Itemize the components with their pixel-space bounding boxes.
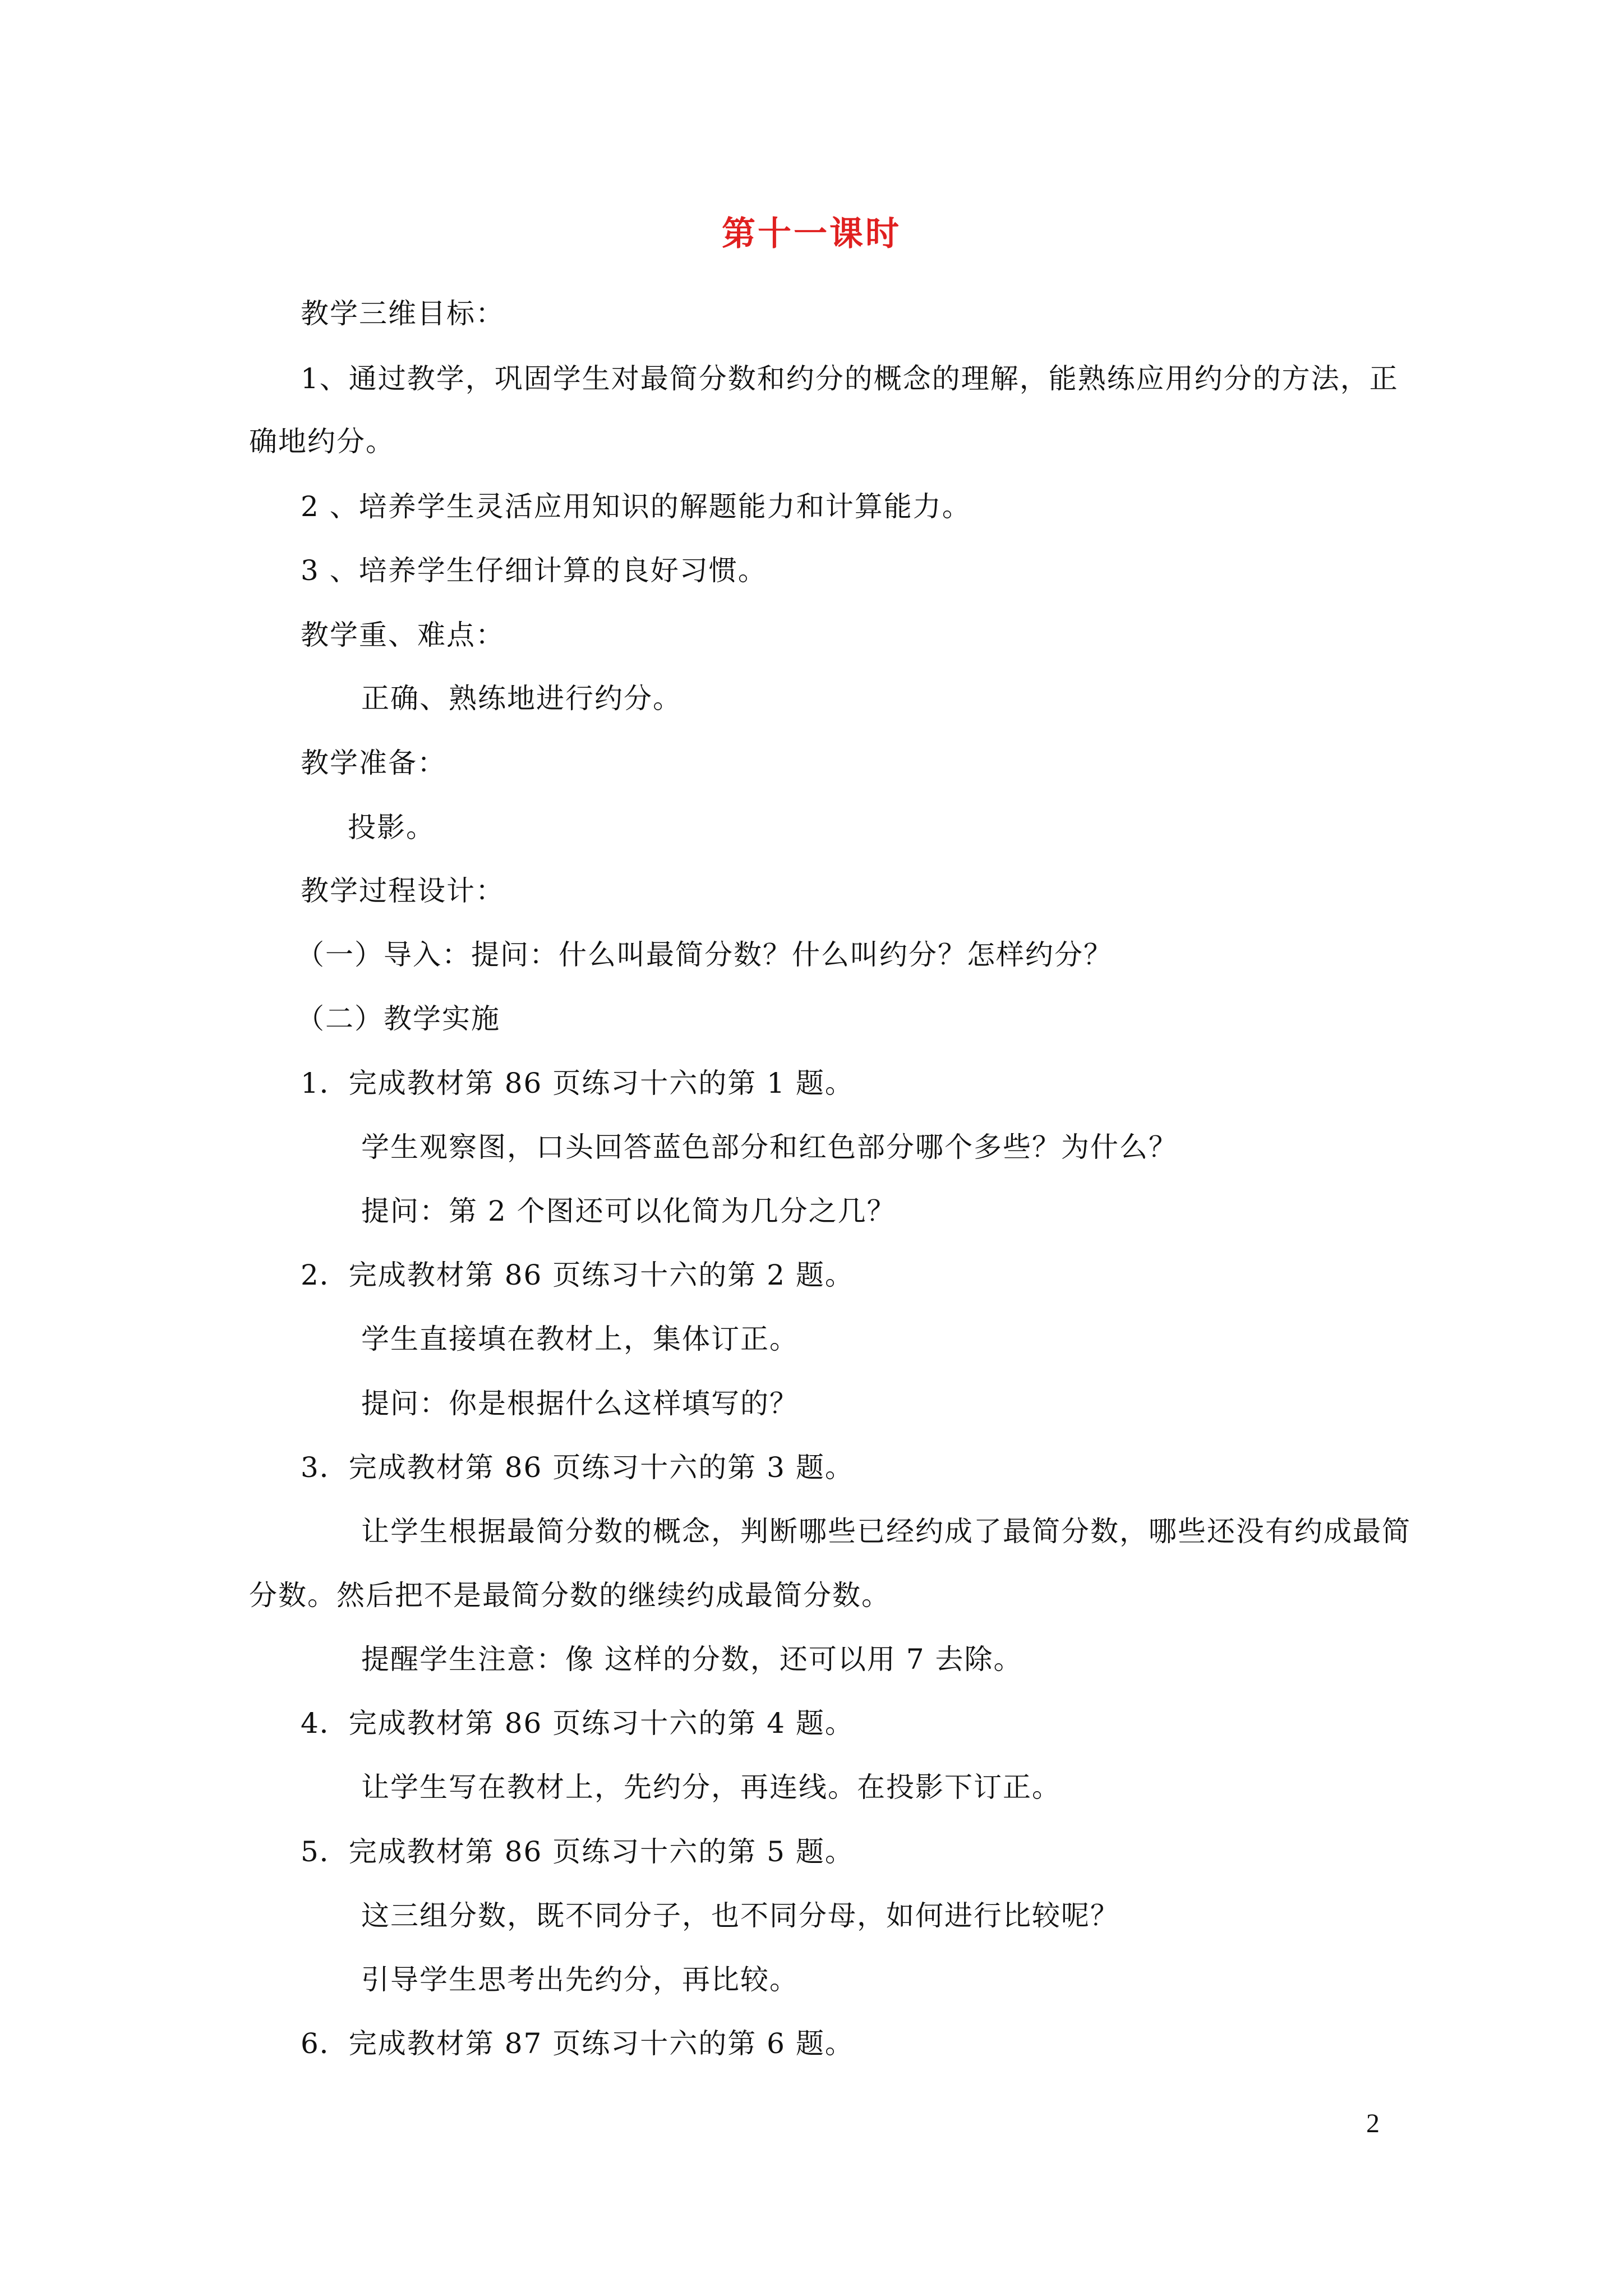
text-line: 正确、熟练地进行约分。: [361, 682, 682, 715]
page-number: 2: [1366, 2109, 1380, 2138]
text-line: 提问：第 2 个图还可以化简为几分之几？: [361, 1195, 896, 1227]
text-line: 引导学生思考出先约分，再比较。: [361, 1963, 799, 1996]
text-line: 3 、培养学生仔细计算的良好习惯。: [301, 554, 767, 587]
text-line: 3．完成教材第 86 页练习十六的第 3 题。: [301, 1451, 854, 1484]
text-line: 教学准备：: [301, 747, 446, 779]
text-line: 提醒学生注意：像 这样的分数，还可以用 7 去除。: [361, 1643, 1023, 1676]
text-line: 1、通过教学，巩固学生对最简分数和约分的概念的理解，能熟练应用约分的方法，正: [301, 362, 1399, 395]
text-line: 分数。然后把不是最简分数的继续约成最简分数。: [249, 1579, 891, 1612]
text-line: 让学生写在教材上，先约分，再连线。在投影下订正。: [361, 1771, 1061, 1803]
text-line: 2．完成教材第 86 页练习十六的第 2 题。: [301, 1259, 854, 1291]
text-line: 投影。: [348, 811, 435, 844]
text-line: 提问：你是根据什么这样填写的？: [361, 1387, 799, 1420]
text-line: （一）导入：提问：什么叫最简分数？什么叫约分？怎样约分？: [296, 938, 1113, 971]
text-line: 教学过程设计：: [301, 875, 505, 907]
text-line: 这三组分数，既不同分子，也不同分母，如何进行比较呢？: [361, 1899, 1119, 1932]
text-line: 6．完成教材第 87 页练习十六的第 6 题。: [301, 2027, 854, 2060]
text-line: 学生直接填在教材上，集体订正。: [361, 1323, 799, 1355]
text-line: 1．完成教材第 86 页练习十六的第 1 题。: [301, 1067, 854, 1099]
text-line: 4．完成教材第 86 页练习十六的第 4 题。: [301, 1707, 854, 1740]
text-line: （二）教学实施: [296, 1002, 500, 1035]
text-line: 学生观察图，口头回答蓝色部分和红色部分哪个多些？为什么？: [361, 1131, 1178, 1163]
text-line: 教学重、难点：: [301, 619, 505, 651]
lesson-title: 第十一课时: [722, 214, 901, 254]
text-line: 教学三维目标：: [301, 297, 505, 330]
text-line: 2 、培养学生灵活应用知识的解题能力和计算能力。: [301, 490, 971, 523]
text-line: 让学生根据最简分数的概念，判断哪些已经约成了最简分数，哪些还没有约成最简: [361, 1515, 1411, 1548]
text-line: 5．完成教材第 86 页练习十六的第 5 题。: [301, 1835, 854, 1868]
text-line: 确地约分。: [249, 425, 395, 458]
